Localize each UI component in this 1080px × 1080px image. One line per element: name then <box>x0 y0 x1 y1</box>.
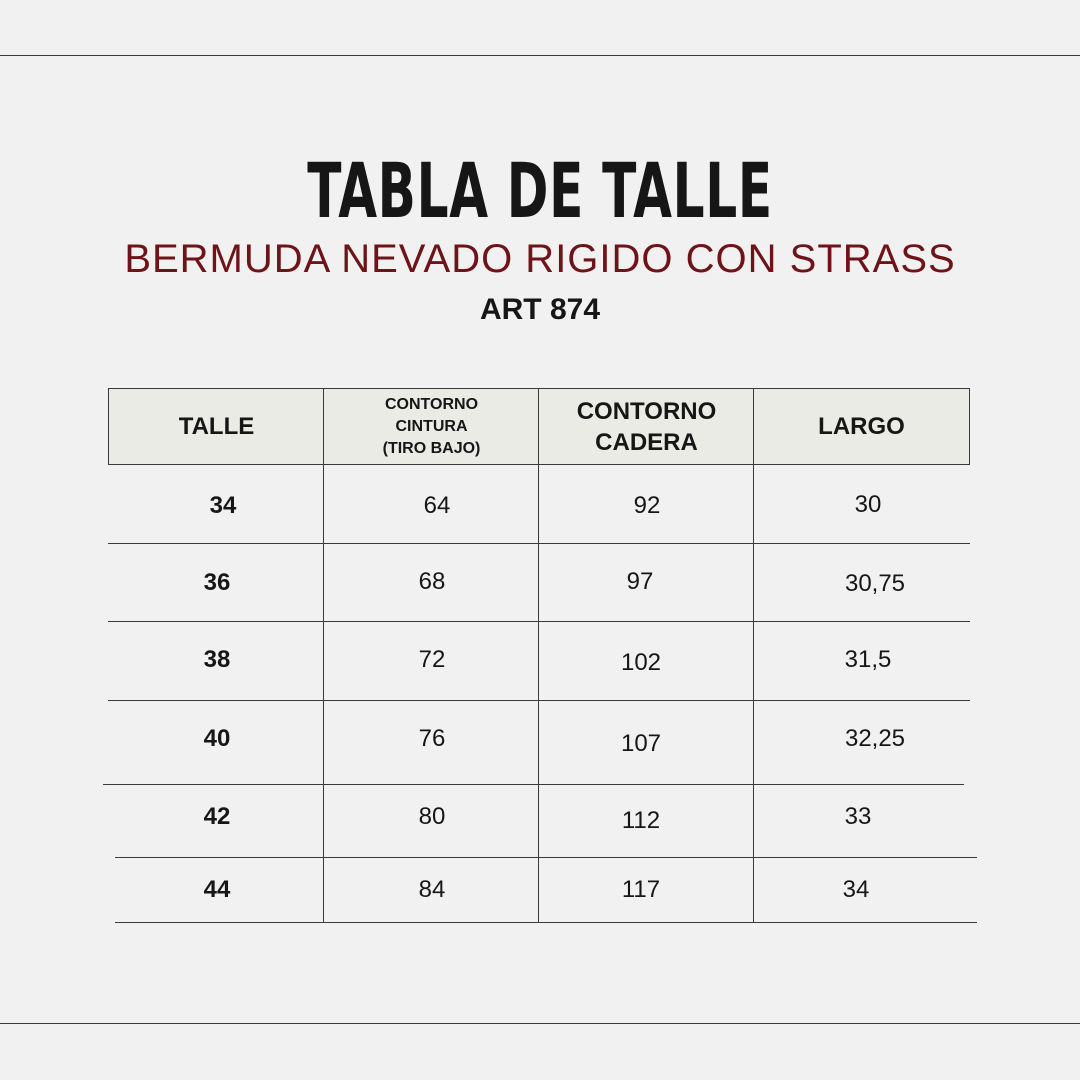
table-cell-cadera: 92 <box>633 492 661 519</box>
row-divider <box>108 621 970 622</box>
table-cell-cintura: 68 <box>418 568 446 595</box>
table-cell-cintura: 76 <box>418 725 446 752</box>
column-divider <box>753 388 754 922</box>
table-header <box>108 388 970 465</box>
table-cell-largo: 33 <box>844 803 872 830</box>
table-cell-largo: 34 <box>842 876 870 903</box>
table-cell-cintura: 84 <box>418 876 446 903</box>
row-divider <box>115 857 977 858</box>
article-number: ART 874 <box>479 293 601 326</box>
row-divider <box>103 784 964 785</box>
header-contorno-cadera: CONTORNO CADERA <box>576 397 717 456</box>
table-cell-cintura: 72 <box>418 646 446 673</box>
product-name: BERMUDA NEVADO RIGIDO CON STRASS <box>124 237 956 281</box>
top-divider <box>0 55 1080 56</box>
table-cell-talle: 36 <box>203 569 231 596</box>
bottom-divider <box>0 1023 1080 1024</box>
row-divider <box>108 543 970 544</box>
table-cell-cintura: 64 <box>423 492 451 519</box>
table-cell-cadera: 97 <box>626 568 654 595</box>
header-largo: LARGO <box>818 412 905 440</box>
row-divider <box>108 700 970 701</box>
table-cell-talle: 40 <box>203 725 231 752</box>
header-contorno-cintura: CONTORNO CINTURA (TIRO BAJO) <box>382 395 481 457</box>
row-divider <box>115 922 977 923</box>
table-cell-largo: 31,5 <box>844 646 892 673</box>
table-cell-cadera: 102 <box>620 649 662 676</box>
page-title: TABLA DE TALLE <box>307 146 773 235</box>
table-cell-talle: 44 <box>203 876 231 903</box>
table-cell-talle: 38 <box>203 646 231 673</box>
table-cell-largo: 30 <box>854 491 882 518</box>
header-talle: TALLE <box>178 412 255 440</box>
table-cell-cintura: 80 <box>418 803 446 830</box>
column-divider <box>323 388 324 922</box>
table-cell-cadera: 107 <box>620 730 662 757</box>
table-cell-cadera: 117 <box>621 876 661 903</box>
table-cell-cadera: 112 <box>621 807 661 834</box>
table-cell-talle: 42 <box>203 803 231 830</box>
column-divider <box>538 388 539 922</box>
table-cell-largo: 32,25 <box>844 725 906 752</box>
table-cell-largo: 30,75 <box>844 570 906 597</box>
table-cell-talle: 34 <box>209 492 237 519</box>
